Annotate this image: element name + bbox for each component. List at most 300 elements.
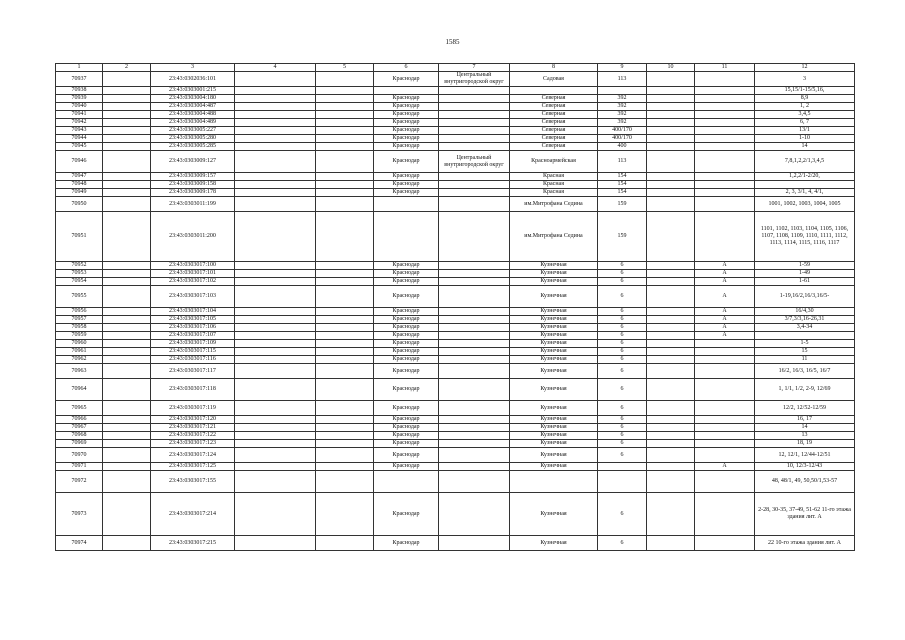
cell-cadastral-number: 23:43:0303009:157 — [151, 173, 235, 181]
cell-col-5 — [316, 143, 374, 151]
cell-col-5 — [316, 416, 374, 424]
cell-record-number: 70948 — [56, 181, 103, 189]
cell-apartments: 1-59 — [755, 262, 855, 270]
cell-street: Северная — [510, 143, 598, 151]
cell-col-4 — [235, 432, 316, 440]
cell-street: Кузнечная — [510, 448, 598, 463]
cell-street: Кузнечная — [510, 401, 598, 416]
cell-col-2 — [103, 151, 151, 173]
table-row — [56, 416, 855, 424]
cell-record-number: 70953 — [56, 270, 103, 278]
cell-record-number: 70945 — [56, 143, 103, 151]
cell-district — [439, 119, 510, 127]
cell-col-10 — [647, 308, 695, 316]
cell-district — [439, 197, 510, 212]
cell-district — [439, 340, 510, 348]
cell-col-10 — [647, 278, 695, 286]
cell-col-10 — [647, 440, 695, 448]
cell-record-number: 70971 — [56, 463, 103, 471]
cell-street: Кузнечная — [510, 340, 598, 348]
cell-col-5 — [316, 356, 374, 364]
cell-street — [510, 87, 598, 95]
table-row — [56, 262, 855, 270]
cell-letter — [695, 119, 755, 127]
cell-street: Северная — [510, 103, 598, 111]
cell-col-10 — [647, 286, 695, 308]
cell-street: Кузнечная — [510, 440, 598, 448]
cell-house-number: 113 — [598, 72, 647, 87]
cell-letter — [695, 440, 755, 448]
cell-col-5 — [316, 173, 374, 181]
cell-col-10 — [647, 181, 695, 189]
cell-record-number: 70946 — [56, 151, 103, 173]
cell-col-4 — [235, 119, 316, 127]
cell-col-4 — [235, 324, 316, 332]
cell-col-2 — [103, 324, 151, 332]
cell-street: Кузнечная — [510, 356, 598, 364]
cell-house-number: 6 — [598, 270, 647, 278]
cell-house-number: 6 — [598, 308, 647, 316]
cell-col-10 — [647, 135, 695, 143]
cell-city: Краснодар — [374, 135, 439, 143]
cell-cadastral-number: 23:43:0303004:488 — [151, 111, 235, 119]
cell-city: Краснодар — [374, 111, 439, 119]
cell-apartments: 2-28, 30-35, 37-49, 51-62 11-го этажа здания лит. А — [755, 493, 855, 536]
table-row — [56, 173, 855, 181]
cell-cadastral-number: 23:43:0303017:109 — [151, 340, 235, 348]
cell-cadastral-number: 23:43:0303017:103 — [151, 286, 235, 308]
cell-col-10 — [647, 424, 695, 432]
cell-record-number: 70963 — [56, 364, 103, 379]
table-row — [56, 119, 855, 127]
table-row — [56, 87, 855, 95]
table-row — [56, 440, 855, 448]
cell-city — [374, 471, 439, 493]
table-row — [56, 379, 855, 401]
cell-district — [439, 143, 510, 151]
cell-city — [374, 87, 439, 95]
cell-apartments: 8,9 — [755, 95, 855, 103]
cell-col-5 — [316, 197, 374, 212]
cell-house-number: 6 — [598, 493, 647, 536]
cell-col-4 — [235, 111, 316, 119]
cell-apartments — [755, 332, 855, 340]
cell-city — [374, 212, 439, 262]
cell-apartments: 13/1 — [755, 127, 855, 135]
cell-col-10 — [647, 111, 695, 119]
cell-col-10 — [647, 95, 695, 103]
cell-record-number: 70959 — [56, 332, 103, 340]
cell-col-4 — [235, 270, 316, 278]
cell-cadastral-number: 23:43:0303017:214 — [151, 493, 235, 536]
cell-col-4 — [235, 440, 316, 448]
cell-letter — [695, 181, 755, 189]
cell-district — [439, 401, 510, 416]
cell-apartments: 1-5 — [755, 340, 855, 348]
cell-letter — [695, 416, 755, 424]
cell-apartments: 1, 1/1, 1/2, 2-9, 12/69 — [755, 379, 855, 401]
cell-col-2 — [103, 127, 151, 135]
cell-city: Краснодар — [374, 308, 439, 316]
cell-col-4 — [235, 173, 316, 181]
cell-col-4 — [235, 127, 316, 135]
cell-letter — [695, 87, 755, 95]
cell-col-4 — [235, 316, 316, 324]
cell-street: Северная — [510, 127, 598, 135]
cell-record-number: 70970 — [56, 448, 103, 463]
cell-col-10 — [647, 536, 695, 551]
column-header-1: 1 — [56, 64, 103, 72]
cell-district — [439, 424, 510, 432]
cell-district — [439, 278, 510, 286]
cell-col-4 — [235, 401, 316, 416]
table-row — [56, 316, 855, 324]
cell-city: Краснодар — [374, 262, 439, 270]
cell-house-number: 6 — [598, 262, 647, 270]
cell-col-5 — [316, 448, 374, 463]
page-number: 1585 — [445, 38, 460, 46]
cell-col-2 — [103, 463, 151, 471]
cell-house-number: 6 — [598, 356, 647, 364]
cell-col-2 — [103, 401, 151, 416]
cell-col-10 — [647, 173, 695, 181]
cell-record-number: 70973 — [56, 493, 103, 536]
cell-city: Краснодар — [374, 189, 439, 197]
cell-letter — [695, 189, 755, 197]
cell-street: Кузнечная — [510, 364, 598, 379]
cell-house-number: 6 — [598, 401, 647, 416]
cell-cadastral-number: 23:43:0303017:120 — [151, 416, 235, 424]
cell-street: Кузнечная — [510, 536, 598, 551]
cell-district — [439, 286, 510, 308]
cell-cadastral-number: 23:43:0303005:227 — [151, 127, 235, 135]
cell-col-4 — [235, 416, 316, 424]
cell-col-10 — [647, 197, 695, 212]
table-row — [56, 72, 855, 87]
cell-city: Краснодар — [374, 181, 439, 189]
cell-house-number: 6 — [598, 332, 647, 340]
cell-cadastral-number: 23:43:0303017:106 — [151, 324, 235, 332]
cell-house-number: 6 — [598, 278, 647, 286]
cell-col-2 — [103, 197, 151, 212]
cell-record-number: 70958 — [56, 324, 103, 332]
cell-record-number: 70955 — [56, 286, 103, 308]
cell-city: Краснодар — [374, 463, 439, 471]
table-row — [56, 401, 855, 416]
cell-record-number: 70952 — [56, 262, 103, 270]
cell-col-5 — [316, 316, 374, 324]
cell-col-2 — [103, 424, 151, 432]
cell-col-10 — [647, 448, 695, 463]
cell-cadastral-number: 23:43:0303017:124 — [151, 448, 235, 463]
cell-street: Кузнечная — [510, 493, 598, 536]
table-row — [56, 127, 855, 135]
cell-cadastral-number: 23:43:0303017:121 — [151, 424, 235, 432]
cell-cadastral-number: 23:43:0303011:199 — [151, 197, 235, 212]
cell-district — [439, 103, 510, 111]
column-header-4: 4 — [235, 64, 316, 72]
cell-col-5 — [316, 463, 374, 471]
cell-letter — [695, 95, 755, 103]
cell-col-10 — [647, 379, 695, 401]
cell-cadastral-number: 23:43:0303001:215 — [151, 87, 235, 95]
cell-cadastral-number: 23:43:0303004:487 — [151, 103, 235, 111]
cell-district — [439, 308, 510, 316]
cell-house-number: 6 — [598, 348, 647, 356]
cell-apartments: 16/4,30 — [755, 308, 855, 316]
cell-col-4 — [235, 189, 316, 197]
cell-letter — [695, 379, 755, 401]
cell-record-number: 70960 — [56, 340, 103, 348]
cell-col-4 — [235, 379, 316, 401]
cell-col-5 — [316, 324, 374, 332]
cell-col-5 — [316, 262, 374, 270]
cell-col-4 — [235, 212, 316, 262]
cell-apartments: 1, 2 — [755, 103, 855, 111]
cell-col-5 — [316, 440, 374, 448]
cell-col-2 — [103, 432, 151, 440]
cell-apartments: 11 — [755, 356, 855, 364]
cell-letter — [695, 103, 755, 111]
cell-district — [439, 324, 510, 332]
cell-col-5 — [316, 151, 374, 173]
table-row — [56, 212, 855, 262]
cell-cadastral-number: 23:43:0303011:200 — [151, 212, 235, 262]
cell-city: Краснодар — [374, 424, 439, 432]
cell-col-4 — [235, 278, 316, 286]
cell-cadastral-number: 23:43:0303017:215 — [151, 536, 235, 551]
cell-district — [439, 356, 510, 364]
cell-record-number: 70937 — [56, 72, 103, 87]
cell-city: Краснодар — [374, 440, 439, 448]
table-row — [56, 364, 855, 379]
table-row — [56, 463, 855, 471]
cell-col-2 — [103, 332, 151, 340]
cell-apartments: 1-10 — [755, 135, 855, 143]
cell-col-5 — [316, 401, 374, 416]
cell-col-5 — [316, 212, 374, 262]
cell-record-number: 70961 — [56, 348, 103, 356]
cell-apartments: 16/2, 16/3, 16/5, 16/7 — [755, 364, 855, 379]
cell-record-number: 70944 — [56, 135, 103, 143]
cell-col-2 — [103, 212, 151, 262]
table-body — [56, 72, 855, 551]
table-row — [56, 135, 855, 143]
cell-apartments: 22 10-го этажа здания лит. А — [755, 536, 855, 551]
column-header-11: 11 — [695, 64, 755, 72]
cell-col-5 — [316, 87, 374, 95]
cell-house-number: 392 — [598, 103, 647, 111]
cell-letter — [695, 72, 755, 87]
table-row — [56, 308, 855, 316]
cell-apartments: 3,4,5 — [755, 111, 855, 119]
cell-city: Краснодар — [374, 286, 439, 308]
cell-record-number: 70957 — [56, 316, 103, 324]
cell-col-4 — [235, 332, 316, 340]
cell-record-number: 70967 — [56, 424, 103, 432]
cell-record-number: 70974 — [56, 536, 103, 551]
cell-col-2 — [103, 135, 151, 143]
cell-col-4 — [235, 151, 316, 173]
cell-col-4 — [235, 308, 316, 316]
cell-col-5 — [316, 189, 374, 197]
cell-district — [439, 316, 510, 324]
table-row — [56, 324, 855, 332]
cell-col-4 — [235, 87, 316, 95]
cell-apartments: 48, 48/1, 49, 50,50/1,53-57 — [755, 471, 855, 493]
cell-street: Красноармейская — [510, 151, 598, 173]
table-row — [56, 424, 855, 432]
cell-city: Краснодар — [374, 356, 439, 364]
cell-apartments: 15,15/1-15/5,16, — [755, 87, 855, 95]
table-row — [56, 103, 855, 111]
cell-house-number: 392 — [598, 119, 647, 127]
cell-col-10 — [647, 364, 695, 379]
column-header-3: 3 — [151, 64, 235, 72]
cell-house-number — [598, 463, 647, 471]
cell-apartments: 12/2, 12/52-12/59 — [755, 401, 855, 416]
cell-district — [439, 111, 510, 119]
cell-district — [439, 262, 510, 270]
table-row — [56, 356, 855, 364]
cell-apartments: 3 — [755, 72, 855, 87]
cell-col-2 — [103, 348, 151, 356]
cell-city: Краснодар — [374, 151, 439, 173]
cell-street: Северная — [510, 135, 598, 143]
column-header-6: 6 — [374, 64, 439, 72]
cell-record-number: 70938 — [56, 87, 103, 95]
cell-city: Краснодар — [374, 332, 439, 340]
cell-house-number: 6 — [598, 440, 647, 448]
cell-col-10 — [647, 87, 695, 95]
cell-street: Кузнечная — [510, 286, 598, 308]
cell-district — [439, 189, 510, 197]
cell-city: Краснодар — [374, 143, 439, 151]
cell-house-number: 159 — [598, 212, 647, 262]
cell-record-number: 70962 — [56, 356, 103, 364]
cell-col-5 — [316, 181, 374, 189]
table-row — [56, 278, 855, 286]
cell-letter — [695, 401, 755, 416]
cell-col-2 — [103, 119, 151, 127]
cell-street: Кузнечная — [510, 324, 598, 332]
cell-city — [374, 197, 439, 212]
cell-cadastral-number: 23:43:0303009:127 — [151, 151, 235, 173]
cell-street: Северная — [510, 111, 598, 119]
cell-apartments: 6, 7 — [755, 119, 855, 127]
cell-col-5 — [316, 286, 374, 308]
cell-col-2 — [103, 173, 151, 181]
cell-city: Краснодар — [374, 432, 439, 440]
cell-house-number: 392 — [598, 95, 647, 103]
cell-col-2 — [103, 448, 151, 463]
cell-letter — [695, 536, 755, 551]
cell-district — [439, 270, 510, 278]
cell-record-number: 70956 — [56, 308, 103, 316]
cell-house-number: 6 — [598, 340, 647, 348]
cell-col-2 — [103, 356, 151, 364]
cell-col-10 — [647, 471, 695, 493]
cell-col-4 — [235, 348, 316, 356]
cell-district — [439, 536, 510, 551]
cell-district — [439, 379, 510, 401]
cell-letter — [695, 448, 755, 463]
cell-city: Краснодар — [374, 270, 439, 278]
cell-col-2 — [103, 364, 151, 379]
cell-col-10 — [647, 332, 695, 340]
cell-col-10 — [647, 270, 695, 278]
cell-letter: А — [695, 332, 755, 340]
cell-house-number — [598, 471, 647, 493]
cell-letter — [695, 340, 755, 348]
cell-apartments — [755, 181, 855, 189]
table-row — [56, 189, 855, 197]
cell-house-number — [598, 87, 647, 95]
column-header-9: 9 — [598, 64, 647, 72]
cell-letter — [695, 348, 755, 356]
cell-house-number: 6 — [598, 448, 647, 463]
cell-house-number: 400/170 — [598, 127, 647, 135]
cell-apartments: 1-61 — [755, 278, 855, 286]
cell-apartments: 3,4-34 — [755, 324, 855, 332]
cell-district: Центральный внутригородской округ — [439, 151, 510, 173]
cell-district — [439, 493, 510, 536]
column-header-7: 7 — [439, 64, 510, 72]
cell-col-4 — [235, 197, 316, 212]
cell-house-number: 6 — [598, 432, 647, 440]
cell-city: Краснодар — [374, 127, 439, 135]
cell-col-4 — [235, 95, 316, 103]
cell-apartments: 2, 3, 3/1, 4, 4/1, — [755, 189, 855, 197]
cell-col-2 — [103, 440, 151, 448]
table-row — [56, 95, 855, 103]
cell-letter: А — [695, 286, 755, 308]
column-header-2: 2 — [103, 64, 151, 72]
cell-col-2 — [103, 286, 151, 308]
cell-col-4 — [235, 340, 316, 348]
cell-district — [439, 416, 510, 424]
cell-apartments: 1001, 1002, 1003, 1004, 1005 — [755, 197, 855, 212]
cell-col-2 — [103, 270, 151, 278]
cell-col-5 — [316, 432, 374, 440]
cell-col-10 — [647, 72, 695, 87]
cell-letter: А — [695, 270, 755, 278]
cell-house-number: 400 — [598, 143, 647, 151]
cell-col-2 — [103, 95, 151, 103]
cell-district — [439, 127, 510, 135]
cell-col-10 — [647, 127, 695, 135]
cell-col-2 — [103, 416, 151, 424]
cell-col-5 — [316, 135, 374, 143]
column-header-10: 10 — [647, 64, 695, 72]
table-row — [56, 332, 855, 340]
cell-city: Краснодар — [374, 103, 439, 111]
cell-letter — [695, 356, 755, 364]
cell-record-number: 70972 — [56, 471, 103, 493]
cell-city: Краснодар — [374, 72, 439, 87]
cell-col-10 — [647, 151, 695, 173]
cell-street: им.Митрофана Седина — [510, 212, 598, 262]
cell-house-number: 6 — [598, 316, 647, 324]
cell-street: Кузнечная — [510, 270, 598, 278]
cell-street: Кузнечная — [510, 463, 598, 471]
cell-col-4 — [235, 143, 316, 151]
cell-col-10 — [647, 493, 695, 536]
cell-district — [439, 332, 510, 340]
cell-house-number: 154 — [598, 181, 647, 189]
cell-col-5 — [316, 127, 374, 135]
cell-street: Кузнечная — [510, 424, 598, 432]
